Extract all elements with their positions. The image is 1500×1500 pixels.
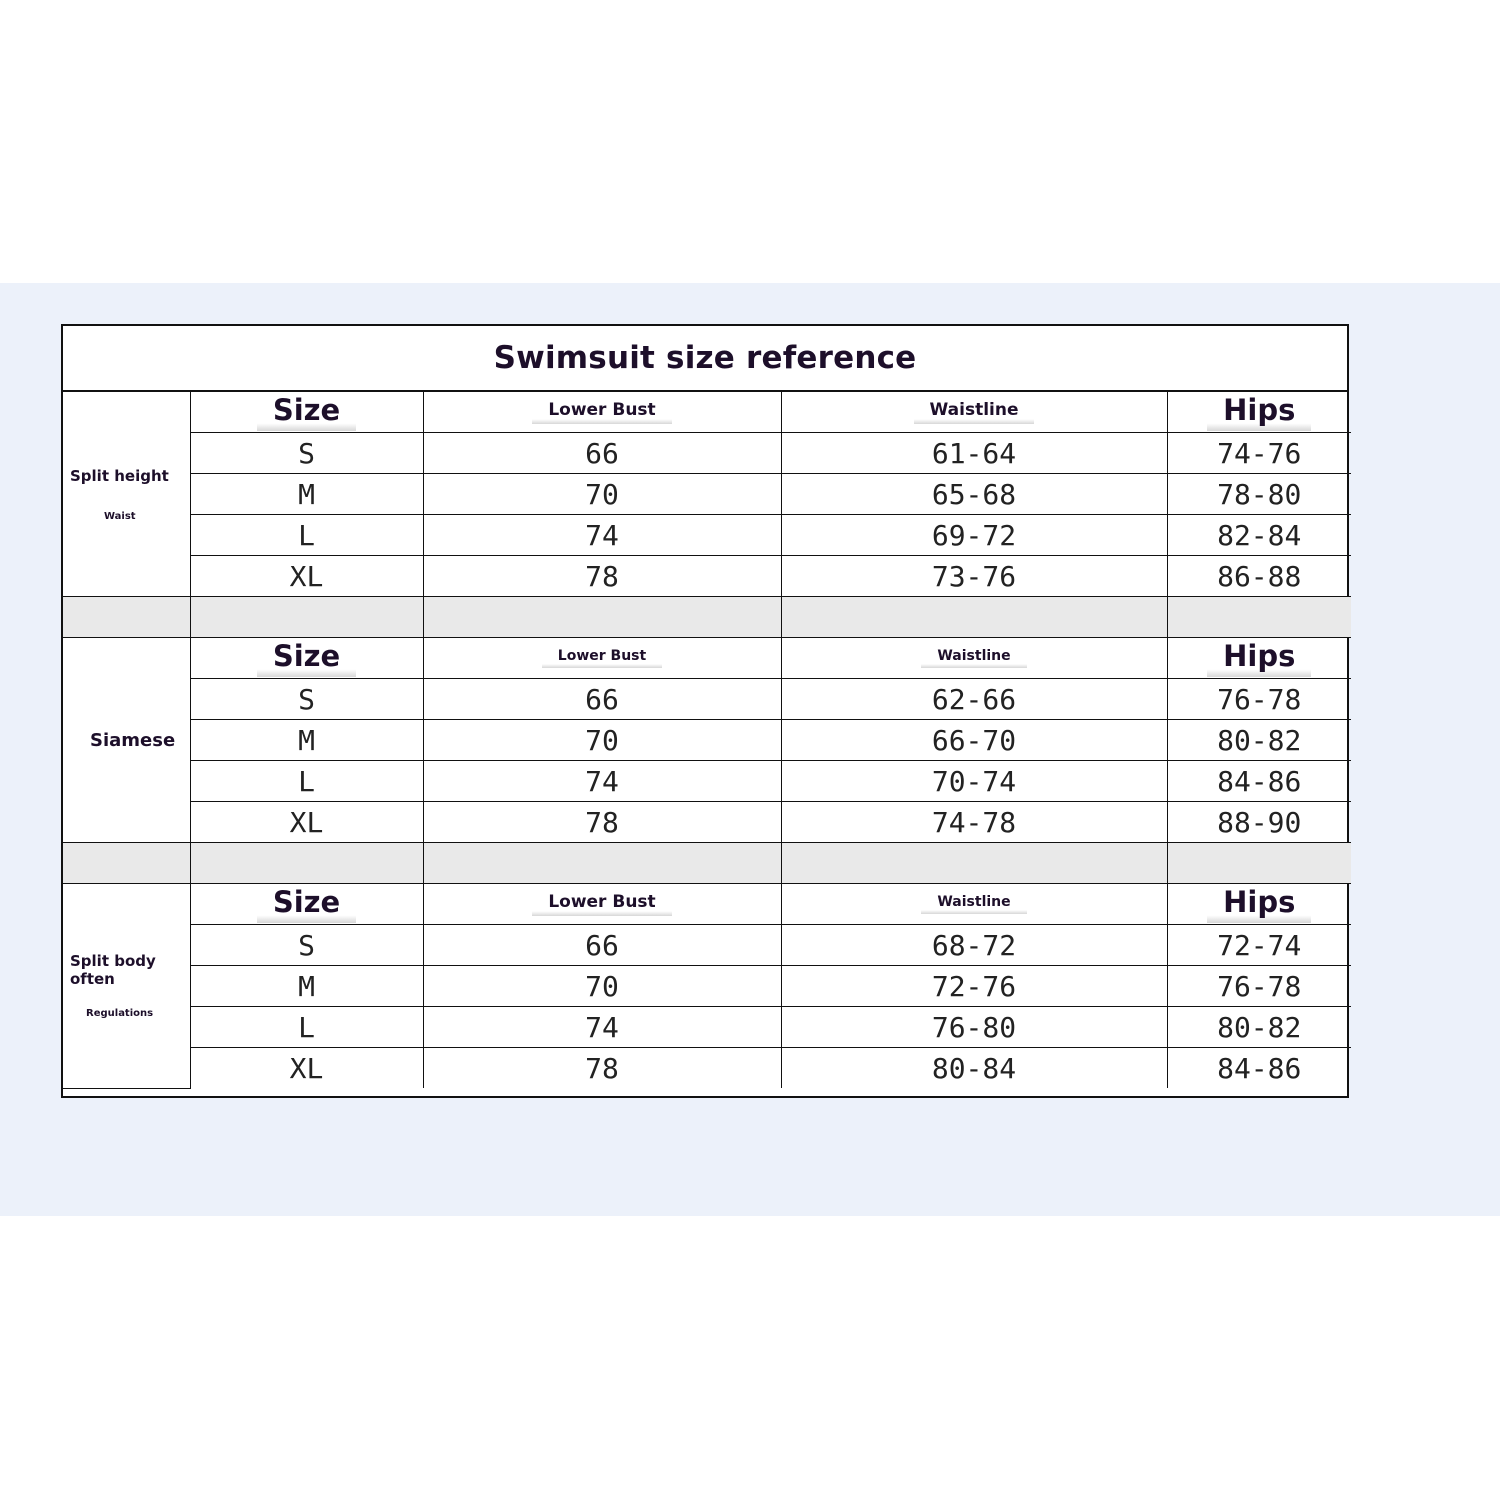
size-cell: S bbox=[190, 433, 423, 474]
lower-bust-cell: 66 bbox=[423, 679, 781, 720]
waistline-cell: 68-72 bbox=[781, 925, 1167, 966]
waistline-cell: 72-76 bbox=[781, 966, 1167, 1007]
lower-bust-cell: 78 bbox=[423, 556, 781, 597]
size-cell: S bbox=[190, 679, 423, 720]
size-header: Size bbox=[190, 638, 423, 679]
hips-cell: 86-88 bbox=[1167, 556, 1351, 597]
lower-bust-cell: 74 bbox=[423, 515, 781, 556]
size-header: Size bbox=[190, 884, 423, 925]
group-label-main: Siamese bbox=[90, 729, 176, 751]
group-label-sub: Regulations bbox=[86, 1008, 154, 1020]
hips-cell: 78-80 bbox=[1167, 474, 1351, 515]
hips-cell: 76-78 bbox=[1167, 966, 1351, 1007]
waistline-header: Waistline bbox=[781, 392, 1167, 433]
size-cell: XL bbox=[190, 556, 423, 597]
table-row bbox=[63, 679, 1351, 720]
hips-header: Hips bbox=[1167, 638, 1351, 679]
hips-header: Hips bbox=[1167, 884, 1351, 925]
header-row bbox=[63, 884, 1351, 925]
waistline-cell: 73-76 bbox=[781, 556, 1167, 597]
size-header: Size bbox=[190, 392, 423, 433]
waistline-header: Waistline bbox=[781, 884, 1167, 925]
table-row bbox=[63, 1007, 1351, 1048]
waistline-cell: 65-68 bbox=[781, 474, 1167, 515]
waistline-cell: 74-78 bbox=[781, 802, 1167, 843]
group-label bbox=[63, 884, 190, 1089]
lower-bust-cell: 74 bbox=[423, 1007, 781, 1048]
waistline-cell: 66-70 bbox=[781, 720, 1167, 761]
hips-cell: 88-90 bbox=[1167, 802, 1351, 843]
waistline-cell: 69-72 bbox=[781, 515, 1167, 556]
size-chart-table bbox=[61, 324, 1349, 1098]
page-title: Swimsuit size reference bbox=[63, 326, 1347, 392]
lower-bust-cell: 78 bbox=[423, 1048, 781, 1089]
table-row bbox=[63, 1048, 1351, 1089]
table-row bbox=[63, 925, 1351, 966]
lower-bust-cell: 78 bbox=[423, 802, 781, 843]
lower-bust-header: Lower Bust bbox=[423, 884, 781, 925]
hips-cell: 82-84 bbox=[1167, 515, 1351, 556]
hips-cell: 80-82 bbox=[1167, 720, 1351, 761]
separator-row bbox=[63, 843, 1351, 884]
size-cell: L bbox=[190, 515, 423, 556]
group-label bbox=[63, 392, 190, 597]
size-cell: L bbox=[190, 1007, 423, 1048]
lower-bust-cell: 70 bbox=[423, 474, 781, 515]
table-row bbox=[63, 515, 1351, 556]
waistline-cell: 61-64 bbox=[781, 433, 1167, 474]
lower-bust-cell: 70 bbox=[423, 720, 781, 761]
table-row bbox=[63, 433, 1351, 474]
hips-cell: 72-74 bbox=[1167, 925, 1351, 966]
lower-bust-cell: 74 bbox=[423, 761, 781, 802]
lower-bust-header: Lower Bust bbox=[423, 638, 781, 679]
table-row bbox=[63, 474, 1351, 515]
size-cell: L bbox=[190, 761, 423, 802]
hips-header: Hips bbox=[1167, 392, 1351, 433]
table-row bbox=[63, 556, 1351, 597]
group-label-sub: Waist bbox=[104, 510, 136, 522]
table-row bbox=[63, 720, 1351, 761]
size-cell: XL bbox=[190, 1048, 423, 1089]
size-cell: S bbox=[190, 925, 423, 966]
size-cell: M bbox=[190, 966, 423, 1007]
hips-cell: 84-86 bbox=[1167, 1048, 1351, 1089]
header-row bbox=[63, 392, 1351, 433]
waistline-cell: 80-84 bbox=[781, 1048, 1167, 1089]
hips-cell: 84-86 bbox=[1167, 761, 1351, 802]
group-label-main: Split height bbox=[70, 466, 169, 485]
table-row bbox=[63, 966, 1351, 1007]
waistline-header: Waistline bbox=[781, 638, 1167, 679]
size-cell: M bbox=[190, 474, 423, 515]
waistline-cell: 76-80 bbox=[781, 1007, 1167, 1048]
lower-bust-header: Lower Bust bbox=[423, 392, 781, 433]
header-row bbox=[63, 638, 1351, 679]
lower-bust-cell: 70 bbox=[423, 966, 781, 1007]
size-cell: XL bbox=[190, 802, 423, 843]
hips-cell: 74-76 bbox=[1167, 433, 1351, 474]
group-label-main: Split body often bbox=[70, 952, 156, 989]
size-grid bbox=[63, 392, 1351, 1089]
waistline-cell: 70-74 bbox=[781, 761, 1167, 802]
lower-bust-cell: 66 bbox=[423, 925, 781, 966]
lower-bust-cell: 66 bbox=[423, 433, 781, 474]
hips-cell: 80-82 bbox=[1167, 1007, 1351, 1048]
table-row bbox=[63, 802, 1351, 843]
table-row bbox=[63, 761, 1351, 802]
hips-cell: 76-78 bbox=[1167, 679, 1351, 720]
waistline-cell: 62-66 bbox=[781, 679, 1167, 720]
separator-row bbox=[63, 597, 1351, 638]
size-cell: M bbox=[190, 720, 423, 761]
group-label bbox=[63, 638, 190, 843]
